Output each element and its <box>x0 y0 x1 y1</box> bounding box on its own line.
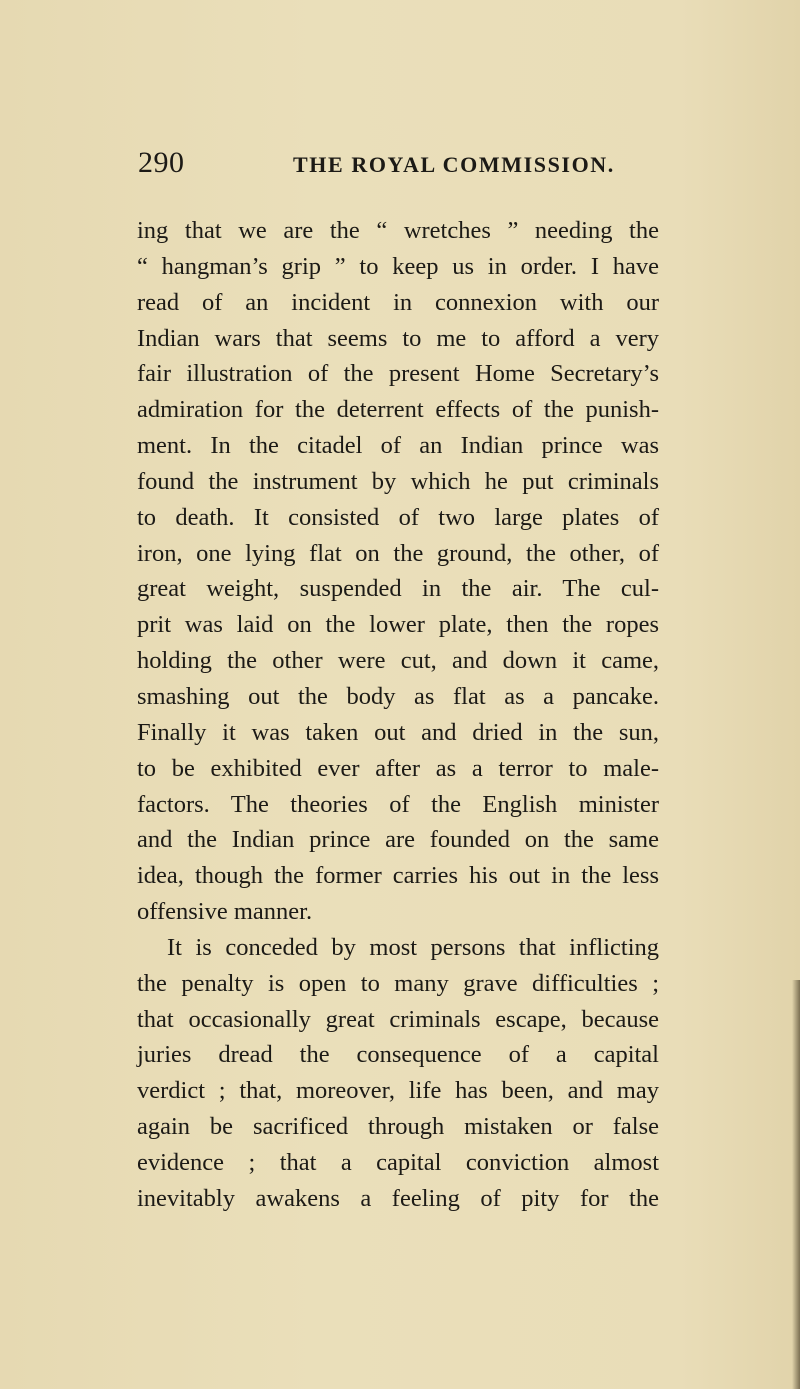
text-line: holding the other were cut, and down it came, <box>137 647 659 675</box>
text-line: smashing out the body as flat as a pancake. <box>137 682 659 710</box>
text-line: ment. In the citadel of an Indian prince was <box>137 432 659 460</box>
running-title: THE ROYAL COMMISSION. <box>293 152 615 177</box>
paragraph-start-line: It is conceded by most persons that inflicting <box>167 933 659 961</box>
text-line: factors. The theories of the English minister <box>137 790 659 818</box>
text-line: ing that we are the “ wretches ” needing the <box>137 217 659 244</box>
text-line: idea, though the former carries his out in the less <box>137 862 659 890</box>
text-line: found the instrument by which he put criminals <box>137 467 659 495</box>
text-line: to death. It consisted of two large plates of <box>137 503 659 531</box>
text-line: the penalty is open to many grave difficulties ; <box>137 969 659 997</box>
text-line: iron, one lying flat on the ground, the other, of <box>137 539 659 567</box>
text-line: great weight, suspended in the air. The cul- <box>137 575 659 603</box>
body-text <box>137 213 659 1217</box>
text-line: again be sacrificed through mistaken or false <box>137 1113 659 1141</box>
text-line: juries dread the consequence of a capital <box>137 1041 659 1069</box>
text-line: to be exhibited ever after as a terror to male- <box>137 754 659 782</box>
page-header <box>138 146 658 186</box>
text-line: Indian wars that seems to me to afford a very <box>137 324 659 352</box>
text-line: Finally it was taken out and dried in the sun, <box>137 718 659 746</box>
text-line: and the Indian prince are founded on the same <box>137 826 659 854</box>
page-edge-shadow <box>792 980 800 1389</box>
text-line: prit was laid on the lower plate, then the ropes <box>137 611 659 639</box>
text-line: inevitably awakens a feeling of pity for the <box>137 1184 659 1212</box>
text-line: admiration for the deterrent effects of the punish- <box>137 396 659 424</box>
text-line: evidence ; that a capital conviction almost <box>137 1148 659 1176</box>
text-line: read of an incident in connexion with our <box>137 288 659 316</box>
text-line: verdict ; that, moreover, life has been, and may <box>137 1077 659 1105</box>
text-line: fair illustration of the present Home Secretary’s <box>137 360 659 388</box>
text-line: that occasionally great criminals escape, because <box>137 1005 659 1033</box>
page-number: 290 <box>138 146 185 179</box>
text-line: “ hangman’s grip ” to keep us in order. I have <box>137 252 659 280</box>
paragraph-end-line: offensive manner. <box>137 898 313 926</box>
